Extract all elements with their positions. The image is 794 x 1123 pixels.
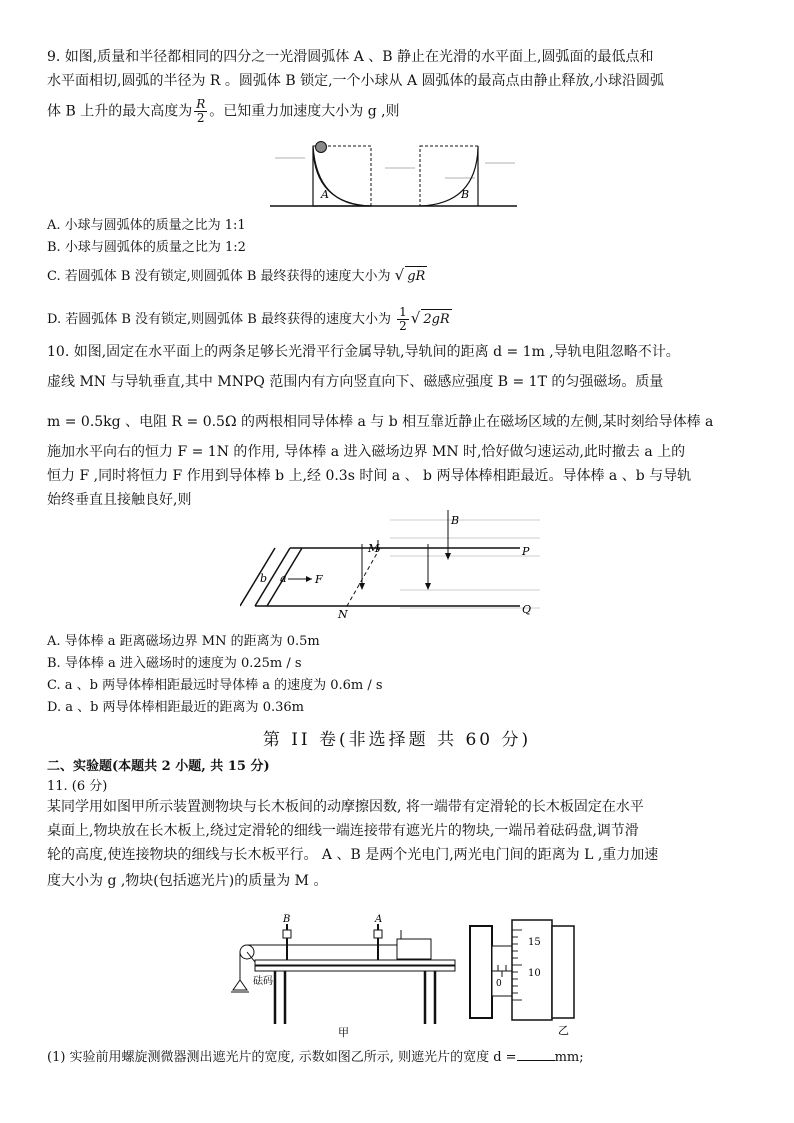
q10-label-b: b xyxy=(260,572,268,585)
sqrt-symbol: √ xyxy=(410,309,421,327)
q10-option-b: B. 导体棒 a 进入磁场时的速度为 0.25m / s xyxy=(47,656,302,671)
q10-line2: 虚线 MN 与导轨垂直,其中 MNPQ 范围内有方向竖直向下、磁感应强度 B = 1T 的匀强磁场。质量 xyxy=(47,374,664,390)
q11-line3: 轮的高度,使连接物块的细线与长木板平行。 A 、B 是两个光电门,两光电门间的距离为 L ,重力加速 xyxy=(47,847,659,863)
q9-line3-text: 体 B 上升的最大高度为 xyxy=(47,103,193,120)
q10-label-q: Q xyxy=(522,603,532,616)
q9-option-d-text: D. 若圆弧体 B 没有锁定,则圆弧体 B 最终获得的速度大小为 xyxy=(47,312,391,327)
q10-label-m: M xyxy=(368,542,380,555)
q10-line3: m = 0.5kg 、电阻 R = 0.5Ω 的两根相同导体棒 a 与 b 相互靠近静止在磁场区域的左侧,某时刻给导体棒 a xyxy=(47,414,714,430)
q9-option-d-radicand: 2gR xyxy=(421,309,451,330)
q10-line4: 施加水平向右的恒力 F = 1N 的作用, 导体棒 a 进入磁场边界 MN 时,恰好做匀速运动,此时撤去 a 上的 xyxy=(47,444,686,460)
q9-option-d-num: 1 xyxy=(399,305,407,319)
q11-figure-jia xyxy=(225,912,465,1042)
q9-fraction-den: 2 xyxy=(196,111,205,125)
q9-line2: 水平面相切,圆弧的半径为 R 。圆弧体 B 锁定,一个小球从 A 圆弧体的最高点由静止释放,小球沿圆弧 xyxy=(47,73,664,89)
q10-label-f: F xyxy=(315,573,323,586)
q9-option-c-radicand: gR xyxy=(405,266,427,287)
q11-figure-yi-caption: 乙 xyxy=(558,1024,569,1037)
q9-fraction-num: R xyxy=(196,97,206,111)
q10-line6: 始终垂直且接触良好,则 xyxy=(47,492,192,508)
q9-option-c-text: C. 若圆弧体 B 没有锁定,则圆弧体 B 最终获得的速度大小为 xyxy=(47,269,391,284)
q9-option-d xyxy=(47,306,452,333)
q11-scale-10: 10 xyxy=(528,968,541,979)
q11-line2: 桌面上,物块放在长木板上,绕过定滑轮的细线一端连接带有遮光片的物块,一端吊着砝码盘,调节滑 xyxy=(47,823,639,839)
section-part2-heading: 二、实验题(本题共 2 小题, 共 15 分) xyxy=(47,759,270,774)
q11-figure-yi xyxy=(468,918,583,1040)
q11-scale-0: 0 xyxy=(496,979,502,989)
q9-option-c xyxy=(47,265,427,287)
q11-figure-jia-caption: 甲 xyxy=(338,1026,349,1039)
q9-label-a: A xyxy=(321,188,329,201)
q11-line1: 某同学用如图甲所示装置测物块与长木板间的动摩擦因数, 将一端带有定滑轮的长木板固定在水平 xyxy=(47,799,644,815)
q11-line4: 度大小为 g ,物块(包括遮光片)的质量为 M 。 xyxy=(47,873,328,889)
q10-line5: 恒力 F ,同时将恒力 F 作用到导体棒 b 上,经 0.3s 时间 a 、 b 两导体棒相距最近。导体棒 a 、b 与导轨 xyxy=(47,468,692,484)
q11-head: 11. (6 分) xyxy=(47,779,108,794)
q9-figure xyxy=(265,138,520,213)
q11-sub1-unit: mm; xyxy=(554,1050,584,1065)
q9-fraction xyxy=(194,98,207,125)
q9-option-d-den: 2 xyxy=(399,319,407,333)
q10-option-c: C. a 、b 两导体棒相距最远时导体棒 a 的速度为 0.6m / s xyxy=(47,678,383,693)
q10-label-field: B xyxy=(451,514,460,527)
q10-option-d: D. a 、b 两导体棒相距最近的距离为 0.36m xyxy=(47,700,304,715)
q10-figure xyxy=(240,510,550,625)
q10-option-a: A. 导体棒 a 距离磁场边界 MN 的距离为 0.5m xyxy=(47,634,320,649)
q9-label-b: B xyxy=(461,188,470,201)
q11-scale-15: 15 xyxy=(528,937,541,948)
q11-gate-a-label: A xyxy=(375,914,383,925)
section-title: 第 II 卷(非选择题 共 60 分) xyxy=(262,730,532,750)
q10-line1: 10. 如图,固定在水平面上的两条足够长光滑平行金属导轨,导轨间的距离 d = 1m ,导轨电阻忽略不计。 xyxy=(47,344,680,360)
q9-line1: 9. 如图,质量和半径都相同的四分之一光滑圆弧体 A 、B 静止在光滑的水平面上,圆弧面的最低点和 xyxy=(47,49,654,65)
sqrt-symbol: √ xyxy=(394,266,405,284)
q9-option-d-fraction xyxy=(397,306,409,333)
q11-sub1-text: (1) 实验前用螺旋测微器测出遮光片的宽度, 示数如图乙所示, 则遮光片的宽度 d = xyxy=(47,1050,517,1065)
q9-option-a: A. 小球与圆弧体的质量之比为 1:1 xyxy=(47,218,246,233)
q10-label-n: N xyxy=(338,608,348,621)
q11-gate-b-label: B xyxy=(283,914,291,925)
q10-label-a: a xyxy=(280,572,287,585)
q9-option-b: B. 小球与圆弧体的质量之比为 1:2 xyxy=(47,240,246,255)
q10-label-p: P xyxy=(522,545,530,558)
q9-line3 xyxy=(47,98,400,125)
q11-weight-label: 砝码 xyxy=(253,976,273,987)
answer-blank[interactable] xyxy=(517,1048,555,1061)
q11-sub1 xyxy=(47,1048,584,1068)
q9-line3-tail: 。已知重力加速度大小为 g ,则 xyxy=(209,103,400,120)
